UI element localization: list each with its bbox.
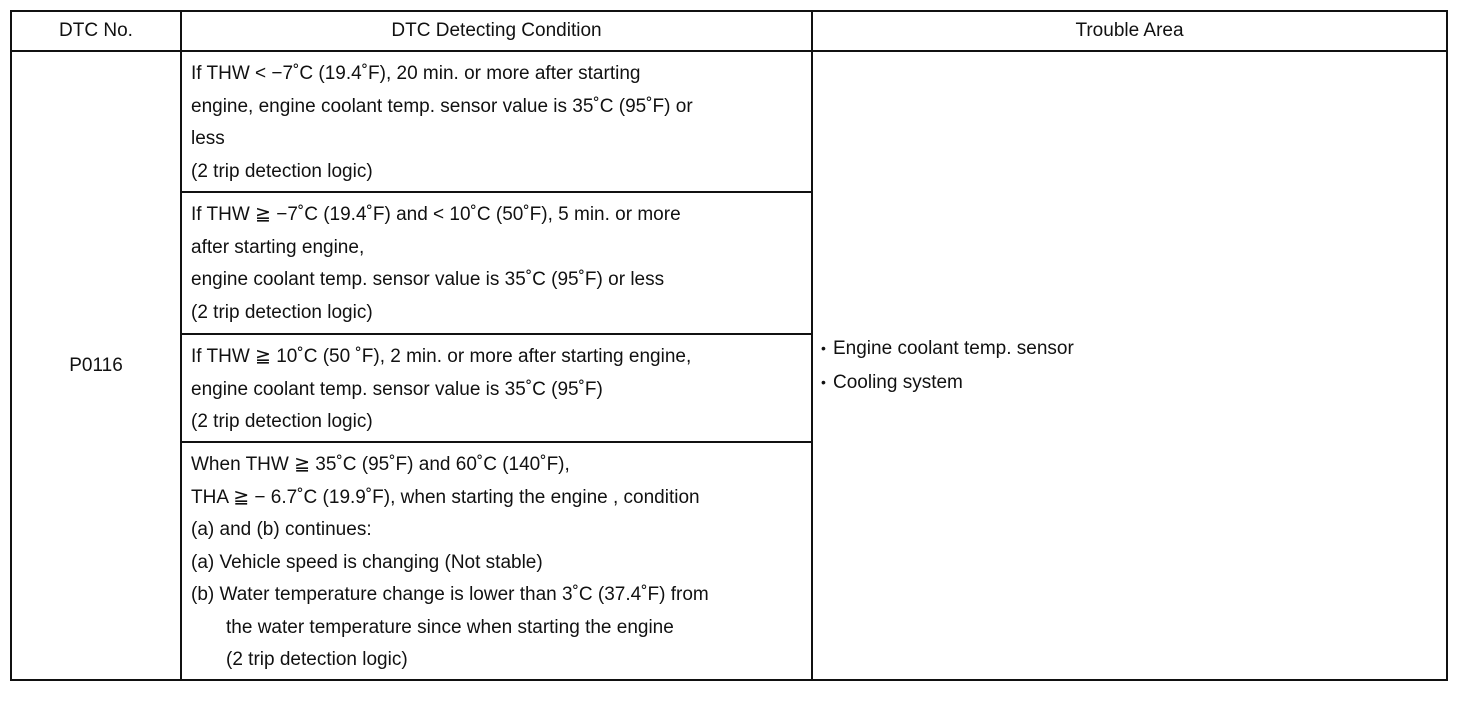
condition-line: (2 trip detection logic) [191, 411, 373, 432]
bullet-icon: • [821, 340, 826, 356]
condition-line: (a) Vehicle speed is changing (Not stable) [191, 551, 543, 573]
condition-line: If THW < −7˚C (19.4˚F), 20 min. or more after starting [191, 63, 641, 84]
condition-line: (b) Water temperature change is lower than 3˚C (37.4˚F) from [191, 584, 709, 605]
header-row [11, 11, 1447, 51]
condition-line: less [191, 128, 225, 149]
condition-line: If THW ≧ 10˚C (50 ˚F), 2 min. or more after starting engine, [191, 346, 692, 367]
header-trouble-area: Trouble Area [812, 11, 1447, 51]
condition-line: THA ≧ − 6.7˚C (19.9˚F), when starting the engine , condition [191, 486, 700, 508]
condition-cell-2 [181, 192, 812, 334]
header-detecting-condition: DTC Detecting Condition [181, 11, 812, 51]
condition-line: (2 trip detection logic) [191, 160, 373, 182]
header-dtc-no: DTC No. [11, 11, 181, 51]
condition-line: after starting engine, [191, 236, 365, 258]
condition-line: the water temperature since when starting the engine [226, 616, 674, 638]
dtc-table [10, 10, 1448, 681]
condition-line: engine coolant temp. sensor value is 35˚C (95˚F) [191, 378, 603, 400]
condition-cell-1 [181, 51, 812, 192]
dtc-number: P0116 [11, 51, 181, 680]
trouble-area-item [821, 332, 1438, 366]
condition-line: (2 trip detection logic) [191, 301, 373, 323]
condition-line: engine coolant temp. sensor value is 35˚C (95˚F) or less [191, 269, 665, 290]
trouble-area-label: Engine coolant temp. sensor [833, 338, 1074, 359]
condition-line: engine, engine coolant temp. sensor value is 35˚C (95˚F) or [191, 95, 693, 117]
bullet-icon: • [821, 373, 826, 390]
condition-line: (2 trip detection logic) [226, 649, 408, 670]
trouble-area-cell [812, 51, 1447, 680]
trouble-area-item [821, 366, 1438, 400]
condition-line: When THW ≧ 35˚C (95˚F) and 60˚C (140˚F), [191, 454, 570, 475]
condition-cell-3 [181, 334, 812, 442]
condition-line: If THW ≧ −7˚C (19.4˚F) and < 10˚C (50˚F), 5 min. or more [191, 204, 681, 225]
table-row [11, 51, 1447, 192]
condition-line: (a) and (b) continues: [191, 519, 372, 540]
condition-cell-4 [181, 442, 812, 680]
trouble-area-label: Cooling system [833, 371, 963, 393]
